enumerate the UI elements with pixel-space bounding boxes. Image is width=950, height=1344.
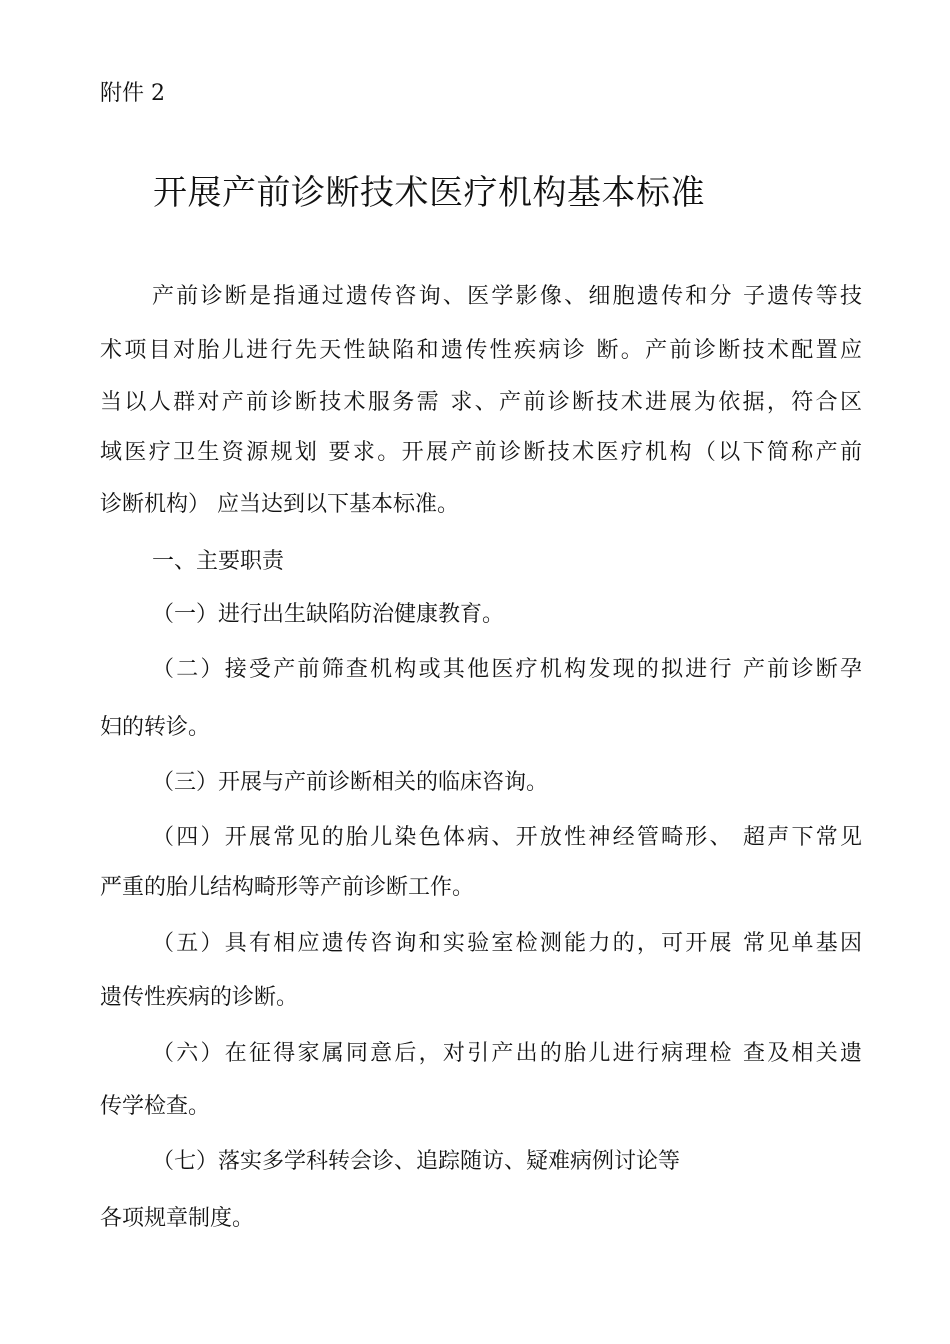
list-item: （七）落实多学科转会诊、追踪随访、疑难病例讨论等 bbox=[152, 1149, 681, 1174]
list-item-continuation: 传学检查。 bbox=[100, 1094, 211, 1119]
list-item-continuation: 妇的转诊。 bbox=[100, 715, 211, 740]
list-item: （四）开展常见的胎儿染色体病、开放性神经管畸形、 超声下常见 bbox=[152, 825, 862, 850]
list-item: （五）具有相应遗传咨询和实验室检测能力的，可开展 常见单基因 bbox=[152, 931, 862, 956]
intro-line: 术项目对胎儿进行先天性缺陷和遗传性疾病诊 断。产前诊断技术配置应 bbox=[100, 338, 862, 363]
list-item: （六）在征得家属同意后，对引产出的胎儿进行病理检 查及相关遗 bbox=[152, 1041, 862, 1066]
attachment-label: 附件 2 bbox=[100, 81, 165, 106]
list-item: （三）开展与产前诊断相关的临床咨询。 bbox=[152, 770, 549, 795]
list-item-continuation: 严重的胎儿结构畸形等产前诊断工作。 bbox=[100, 875, 475, 900]
intro-line: 诊断机构） 应当达到以下基本标准。 bbox=[100, 492, 459, 517]
list-item-continuation: 遗传性疾病的诊断。 bbox=[100, 985, 299, 1010]
list-item: （一）进行出生缺陷防治健康教育。 bbox=[152, 602, 505, 627]
section-heading: 一、主要职责 bbox=[152, 549, 285, 574]
intro-line: 当以人群对产前诊断技术服务需 求、产前诊断技术进展为依据，符合区 bbox=[100, 390, 862, 415]
intro-line: 产前诊断是指通过遗传咨询、医学影像、细胞遗传和分 子遗传等技 bbox=[152, 284, 862, 309]
intro-line: 域医疗卫生资源规划 要求。开展产前诊断技术医疗机构（以下简称产前 bbox=[100, 440, 862, 465]
document-title: 开展产前诊断技术医疗机构基本标准 bbox=[153, 173, 705, 213]
list-item: （二）接受产前筛查机构或其他医疗机构发现的拟进行 产前诊断孕 bbox=[152, 657, 862, 682]
list-item-continuation: 各项规章制度。 bbox=[100, 1206, 255, 1231]
